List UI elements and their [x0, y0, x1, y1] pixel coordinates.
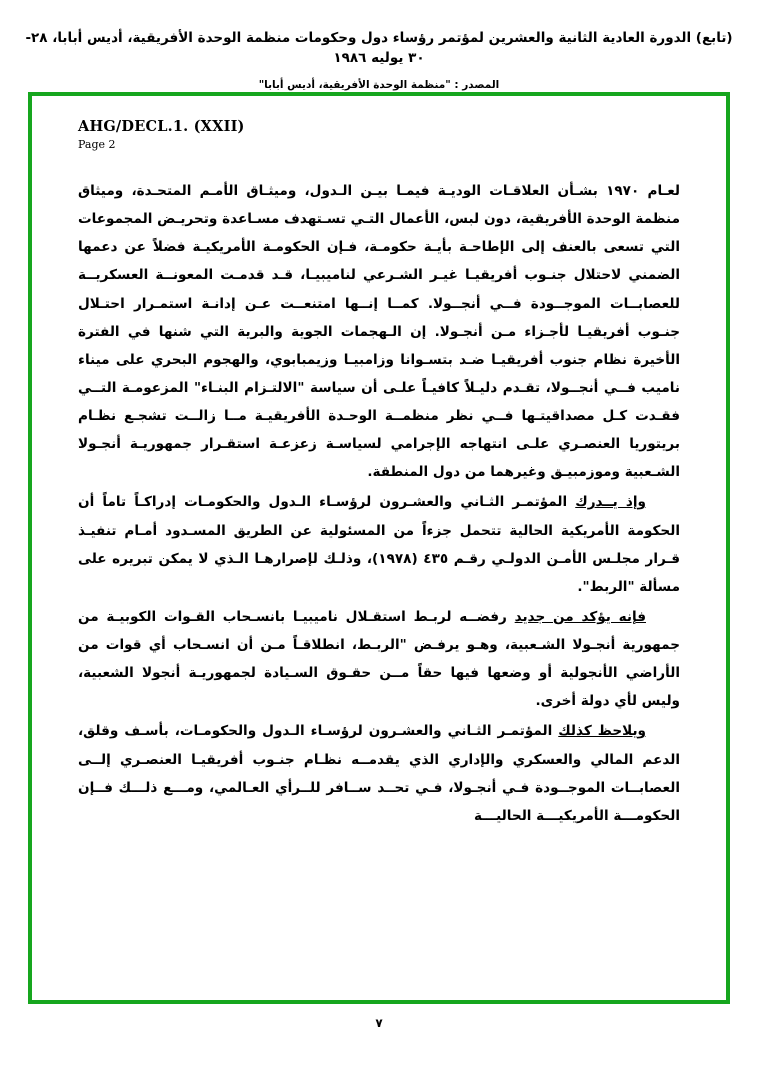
header-source-line: المصدر : "منظمة الوحدة الأفريقية، أديس أبابا" — [258, 78, 500, 91]
paragraph-4: ويلاحظ كذلك المؤتمـر الثـاني والعشـرون لرؤسـاء الـدول والحكومـات، بأسـف وقلق، الدعم المالي والعسكري والإداري الذي يقدمــه نظـام جنـوب أفريقيـا العنصـري إلــى العصابــات الموجــودة فـي أنجـولا، فـي تحــد ســافر للــرأي العـالمي، ومـــع ذلـــك فــإن الحكومـــة الأمريكيـــة الحاليـــة — [78, 723, 680, 824]
underlined-opener: ويلاحظ كذلك — [558, 723, 646, 740]
document-code: AHG/DECL.1. (XXII) — [78, 118, 245, 135]
header-session-title: (تابع) الدورة العادية الثانية والعشرين لمؤتمر رؤساء دول وحكومات منظمة الوحدة الأفريقية، أديس أبابا، ٢٨- ٣٠ يوليه ١٩٨٦ — [25, 30, 733, 67]
paragraph-2: وإذ يــدرك المؤتمـر الثـاني والعشـرون لرؤسـاء الـدول والحكومـات إدراكـاً تاماً أن الحكومة الأمريكية الحالية تتحمل جزءاً من المسئولية عن الطريق المسـدود أمـام تنفيـذ قـرار مجلـس الأمـن الدولـي رقـم ٤٣٥ (١٩٧٨)، وذلـك لإصرارهـا الـذي لا يمكن تبريره على مسألة "الربط". — [78, 494, 680, 595]
document-page-label: Page 2 — [78, 138, 116, 151]
underlined-opener: وإذ يــدرك — [575, 494, 646, 511]
page-number: ٧ — [375, 1016, 383, 1030]
paragraph-3: فإنه يؤكد من جديد رفضــه لربـط استقـلال ناميبيـا بانسـحاب القـوات الكوبيـة من جمهورية أنجـولا الشـعبية، وهـو يرفـض "الربـط، انطلاقـاً مـن أن انسـحاب أي قوات من الأراضي الأنجولية أو وضعها فيها حقاً مــن حقـوق السـيادة لجمهوريـة أنجولا الشعبية، وليس لأي دولة أخرى. — [78, 608, 680, 710]
underlined-opener: فإنه يؤكد من جديد — [514, 608, 646, 625]
document-frame — [28, 92, 730, 1004]
paragraph-1: لعـام ١٩٧٠ بشـأن العلاقـات الوديـة فيمـا بيـن الـدول، وميثـاق الأمـم المتحـدة، وميثاق منظمة الوحدة الأفريقية، دون لبس، الأعمال التـي تسـتهدف مسـاعدة وتحريـض المجموعات التي تسعى بالعنف إلى الإطاحـة بأيـة حكومـة، فـإن الحكومـة الأمريكيـة فضلاً عن دعمها الضمني لاحتلال جنـوب أفريقيـا غيـر الشـرعي لناميبيـا، قـد قدمـت المعونــة العسكريــة للعصابــات الموجــودة فــي أنجــولا. كمــا إنــها امتنعــت عـن إدانـة استمـرار احتـلال جنـوب أفريقيـا لأجـزاء مـن أنجـولا. إن الـهجمات الجوية والبرية التي شنها في الفترة الأخيرة نظام جنوب أفريقيـا ضـد بتسـوانا وزامبيـا وزيمبابوي، والهجوم البحري على ميناء ناميب فــي أنجــولا، تقـدم دليـلاً كافيـاً علـى أن سياسة "الالتـزام البنـاء" المزعومـة التــي فقـدت كـل مصداقيتـها فــي نظر منظمــة الوحـدة الأفريقيـة مــا زالــت تشجـع نظـام بريتوريا العنصـري علـى انتهاجه الإجرامي لسياسـة زعزعـة استقـرار جمهوريـة أنجـولا الشـعبية وموزمبيـق وغيرهما من دول المنطقة. — [78, 183, 680, 481]
document-body — [32, 96, 726, 1000]
page-header — [0, 0, 758, 93]
document-text — [78, 177, 680, 830]
